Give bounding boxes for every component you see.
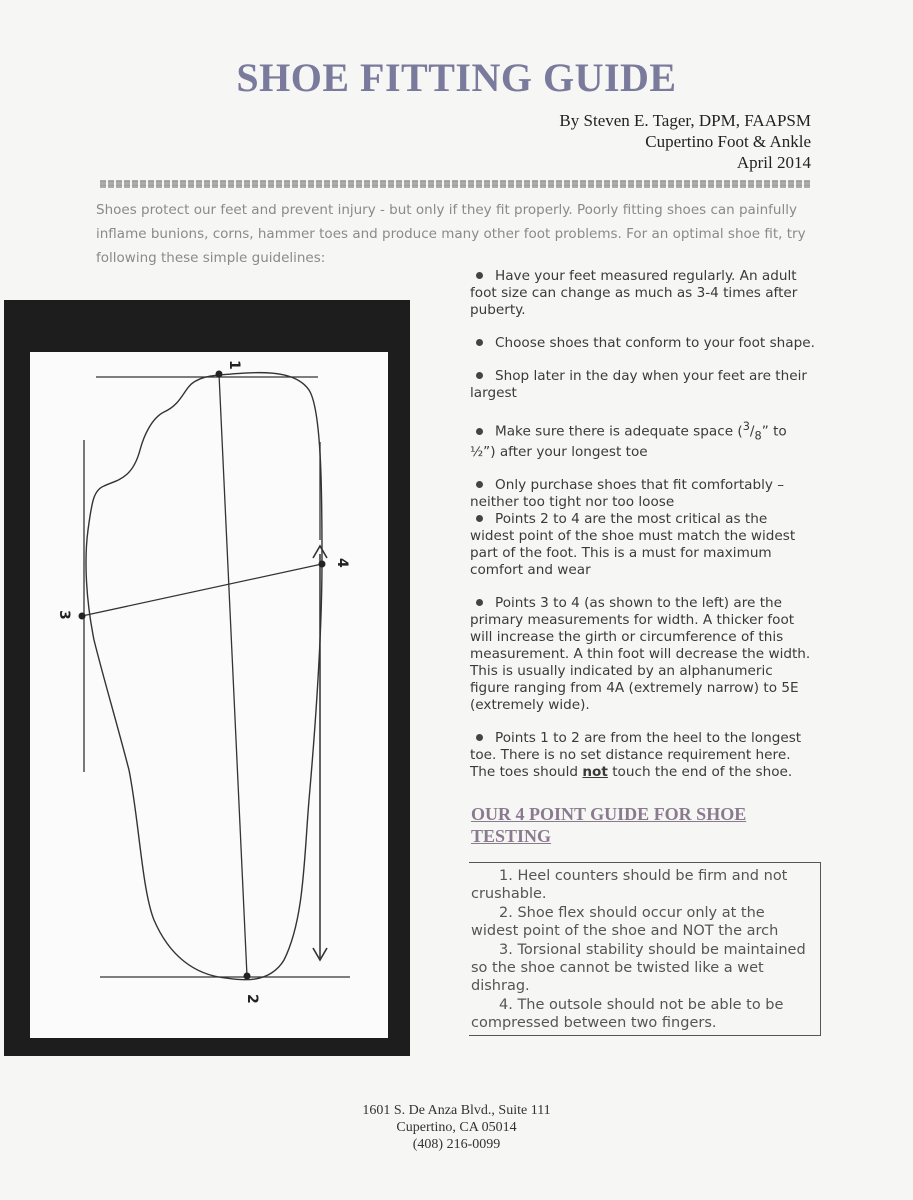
bullet-icon — [476, 339, 483, 346]
phone-number: (408) 216-0099 — [412, 1137, 501, 1152]
list-item: Choose shoes that conform to your foot shape. — [470, 335, 815, 352]
guide-item: 4. The outsole should not be able to be compressed between two fingers. — [471, 997, 784, 1031]
list-item: Make sure there is adequate space ($^3/_8$” to ½”) after your longest toe — [470, 419, 787, 461]
guide-item: 3. Torsional stability should be maintained so the shoe cannot be twisted like a wet dishrag. — [471, 942, 806, 994]
bullet-icon — [476, 599, 483, 606]
list-item: Shop later in the day when your feet are their largest — [470, 368, 807, 401]
bullet-icon — [476, 481, 483, 488]
practice-name: Cupertino Foot & Ankle — [645, 132, 811, 151]
street-address: 1601 S. De Anza Blvd., Suite 111 — [362, 1103, 551, 1118]
list-item: Have your feet measured regularly. An adult foot size can change as much as 3-4 times after puberty. — [470, 268, 798, 318]
foot-diagram — [4, 300, 410, 1056]
point-4-label: 4 — [334, 558, 350, 568]
bullet-icon — [476, 372, 483, 379]
point-2-marker — [244, 973, 251, 980]
author: By Steven E. Tager, DPM, FAAPSM — [559, 111, 811, 130]
point-4-marker — [319, 561, 326, 568]
bullet-icon — [476, 272, 483, 279]
guide-item: 1. Heel counters should be firm and not crushable. — [471, 868, 788, 902]
guidelines-list — [470, 268, 815, 797]
bullet-icon — [476, 515, 483, 522]
bullet-icon — [476, 734, 483, 741]
guide-box — [469, 862, 821, 1036]
intro-paragraph: Shoes protect our feet and prevent injury - but only if they fit properly. Poorly fitting shoes can painfully inflame bunions, corns, hammer toes and produce many other foot problems. For an optimal shoe fit, try following these simple guidelines: — [96, 202, 806, 266]
guide-heading: OUR 4 POINT GUIDE FOR SHOE TESTING — [471, 804, 747, 846]
list-item: Points 1 to 2 are from the heel to the longest toe. There is no set distance requirement here. The toes should not touch the end of the shoe. — [470, 730, 802, 781]
list-item: Points 2 to 4 are the most critical as the widest point of the shoe must match the widest part of the foot. This is a must for maximum comfort and wear — [470, 511, 796, 579]
city-line: Cupertino, CA 05014 — [396, 1120, 517, 1135]
divider — [100, 180, 810, 188]
point-1-marker — [216, 371, 223, 378]
date: April 2014 — [736, 153, 811, 172]
point-2-label: 2 — [244, 994, 260, 1004]
list-item: Points 3 to 4 (as shown to the left) are the primary measurements for width. A thicker foot will increase the girth or circumference of this measurement. A thin foot will decrease the width. This is usually indicated by an alphanumeric figure ranging from 4A (extremely narrow) to 5E (extremely wide). — [470, 595, 811, 714]
guide-item: 2. Shoe flex should occur only at the widest point of the shoe and NOT the arch — [471, 905, 779, 939]
point-3-marker — [79, 613, 86, 620]
foot-measurement-figure — [4, 300, 410, 1056]
list-item: Only purchase shoes that fit comfortably – neither too tight nor too loose — [470, 477, 785, 511]
point-1-label: 1 — [226, 360, 242, 370]
page-title: SHOE FITTING GUIDE — [236, 55, 677, 100]
footer-address — [0, 1102, 913, 1153]
byline — [559, 110, 811, 173]
bullet-icon — [476, 428, 483, 435]
point-3-label: 3 — [56, 610, 72, 620]
